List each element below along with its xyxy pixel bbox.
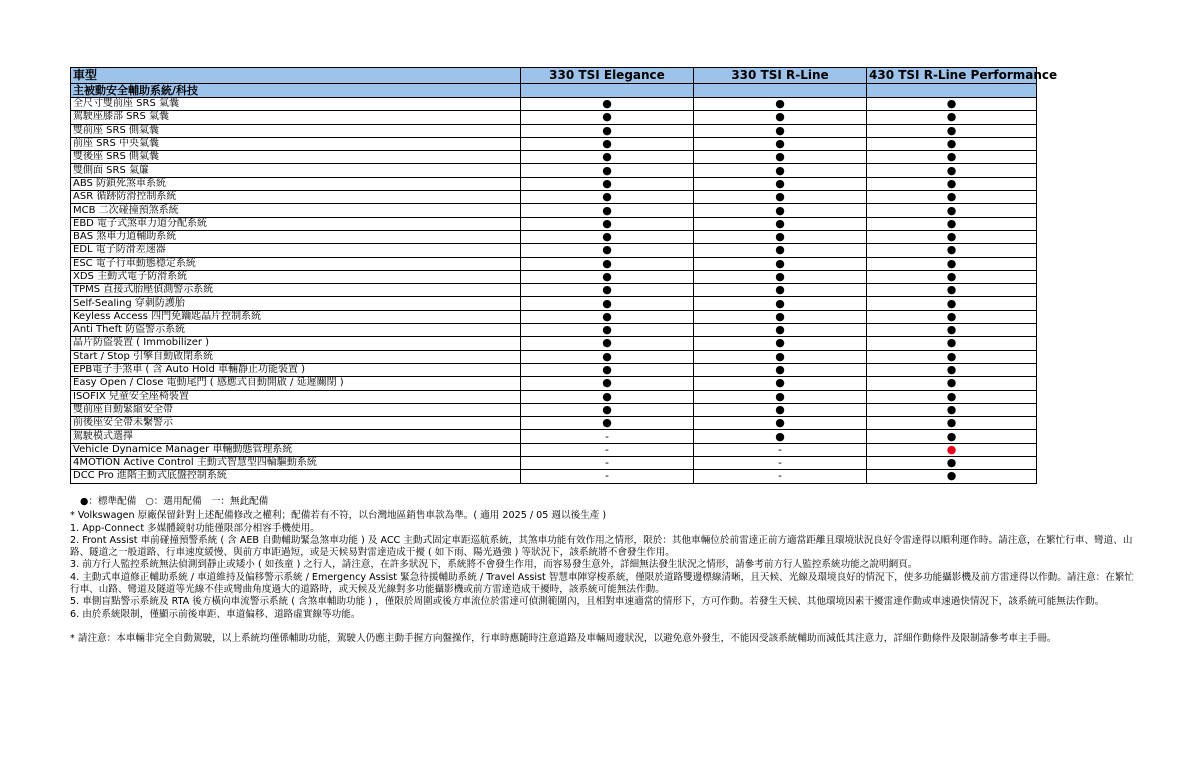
- table-row: [71, 350, 1037, 363]
- feature-value: ●: [867, 98, 1037, 111]
- feature-label: 前座 SRS 中央氣囊: [71, 137, 521, 150]
- feature-value: ●: [521, 98, 694, 111]
- feature-label: ASR 循跡防滑控制系統: [71, 191, 521, 204]
- feature-value: ●: [867, 204, 1037, 217]
- feature-label: Start / Stop 引擎自動啟閉系統: [71, 350, 521, 363]
- note-2: 2. Front Assist 車前碰撞預警系統 ( 含 AEB 自動輔助緊急煞車功能 ) 及 ACC 主動式固定車距巡航系統，其煞車功能有效作用之情形，限於：其他車輛位於前雷達正前方適當距離且環境狀況良好令雷達得以順利運作時。請注意，在繁忙行車、彎道、山路、隧道之一般道路、行車速度緩慢、與前方車距過短，或是天候易對雷達造成干擾 ( 如下雨、陽光過強 ) 等狀況下，該系統將不會發生作用。: [70, 534, 1133, 559]
- table-row: [71, 284, 1037, 297]
- note-5: 5. 車側盲點警示系統及 RTA 後方橫向車流警示系統 ( 含煞車輔助功能 ) ，僅限於周圍或後方車流位於雷達可偵測範圍內，且相對車速適當的情形下，方可作動。若發生天候、其他環境因素干擾雷達作動或車速過快情況下，該系統可能無法作動。: [70, 596, 1105, 608]
- table-row: [71, 111, 1037, 124]
- feature-value: ●: [694, 177, 867, 190]
- feature-value: ●: [694, 350, 867, 363]
- feature-value: ●: [521, 417, 694, 430]
- note-1: 1. App-Connect 多媒體鏡射功能僅限部分相容手機使用。: [70, 522, 320, 534]
- feature-value: ●: [694, 164, 867, 177]
- feature-label: DCC Pro 進階主動式底盤控制系統: [71, 470, 521, 483]
- feature-value: ●: [694, 310, 867, 323]
- feature-value: ●: [694, 417, 867, 430]
- feature-value: ●: [867, 191, 1037, 204]
- feature-value: ●: [521, 137, 694, 150]
- feature-value: ●: [694, 98, 867, 111]
- feature-value: ●: [867, 257, 1037, 270]
- feature-value: ●: [867, 111, 1037, 124]
- feature-value: ●: [694, 363, 867, 376]
- feature-value: ●: [521, 257, 694, 270]
- feature-label: Easy Open / Close 電動尾門 ( 感應式自動開啟 / 延遲關閉 ): [71, 377, 521, 390]
- legend: [80, 496, 1140, 508]
- feature-label: 雙側面 SRS 氣簾: [71, 164, 521, 177]
- feature-label: 駕駛模式選擇: [71, 430, 521, 443]
- legend-optional: ○：選用配備: [145, 496, 202, 507]
- feature-value: ●: [867, 151, 1037, 164]
- feature-value: ●: [521, 217, 694, 230]
- table-row: [71, 270, 1037, 283]
- feature-value: ●: [694, 204, 867, 217]
- feature-value: ●: [867, 417, 1037, 430]
- feature-label: EPB電子手煞車 ( 含 Auto Hold 車輛靜止功能裝置 ): [71, 363, 521, 376]
- feature-value: ●: [867, 177, 1037, 190]
- feature-label: BAS 煞車力道輔助系統: [71, 230, 521, 243]
- feature-value: -: [521, 457, 694, 470]
- trim-header-1: 330 TSI Elegance: [521, 68, 694, 84]
- model-column-header: 車型: [71, 68, 521, 84]
- feature-value: ●: [694, 337, 867, 350]
- feature-value: ●: [521, 390, 694, 403]
- feature-label: ESC 電子行車動態穩定系統: [71, 257, 521, 270]
- table-row: [71, 137, 1037, 150]
- feature-label: Self-Sealing 穿刺防護胎: [71, 297, 521, 310]
- note-6: 6. 由於系統限制，僅顯示前後車距、車道偏移、道路虛實線等功能。: [70, 608, 361, 620]
- feature-value: ●: [521, 151, 694, 164]
- feature-value: ●: [694, 191, 867, 204]
- feature-value: ●: [521, 270, 694, 283]
- table-row: [71, 403, 1037, 416]
- feature-label: Keyless Access 四門免鑰匙晶片控制系統: [71, 310, 521, 323]
- feature-value: ●: [867, 390, 1037, 403]
- feature-value: ●: [867, 284, 1037, 297]
- feature-value: ●: [694, 111, 867, 124]
- feature-value: ●: [694, 217, 867, 230]
- table-row: [71, 377, 1037, 390]
- table-row: [71, 390, 1037, 403]
- table-row: [71, 430, 1037, 443]
- feature-value: ●: [867, 217, 1037, 230]
- note-warning: * 請注意：本車輛非完全自動駕駛，以上系統均僅係輔助功能，駕駛人仍應主動手握方向盤操作，行車時應隨時注意道路及車輛周邊狀況，以避免意外發生，不能因受該系統輔助而減低其注意力，詳細作動條件及限制請參考車主手冊。: [70, 632, 1057, 644]
- feature-value: ●: [867, 377, 1037, 390]
- feature-value: ●: [867, 244, 1037, 257]
- feature-label: 前後座安全帶未繫警示: [71, 417, 521, 430]
- feature-value: ●: [867, 350, 1037, 363]
- feature-value: ●: [521, 284, 694, 297]
- note-3: 3. 前方行人監控系統無法偵測到靜止或矮小 ( 如孩童 ) 之行人，請注意，在許多狀況下，系統將不會發生作用，而容易發生意外，詳細無法發生狀況之情形，請參考前方行人監控系統功能之說明網頁。: [70, 559, 918, 571]
- feature-value: -: [521, 430, 694, 443]
- section-row: [71, 84, 1037, 98]
- feature-value: ●: [694, 137, 867, 150]
- feature-value: ●: [694, 284, 867, 297]
- table-row: [71, 177, 1037, 190]
- feature-value: -: [694, 443, 867, 456]
- table-row: [71, 470, 1037, 483]
- feature-value: ●: [867, 124, 1037, 137]
- note-disclaimer: * Volkswagen 原廠保留針對上述配備修改之權利；配備若有不符，以台灣地區銷售車款為準。( 適用 2025 / 05 週以後生產 ): [70, 510, 607, 522]
- feature-value: ●: [867, 363, 1037, 376]
- table-row: [71, 244, 1037, 257]
- feature-value: ●: [694, 244, 867, 257]
- feature-value: -: [521, 443, 694, 456]
- feature-value: ●: [694, 430, 867, 443]
- feature-value: ●: [521, 310, 694, 323]
- feature-value: ●: [694, 257, 867, 270]
- feature-label: EDL 電子防滑差速器: [71, 244, 521, 257]
- feature-value: ●: [694, 390, 867, 403]
- table-row: [71, 124, 1037, 137]
- table-row: [71, 324, 1037, 337]
- feature-value: ●: [867, 430, 1037, 443]
- table-row: [71, 151, 1037, 164]
- feature-value: -: [521, 470, 694, 483]
- feature-label: Vehicle Dynamice Manager 車輛動態管理系統: [71, 443, 521, 456]
- feature-value: ●: [867, 337, 1037, 350]
- feature-value: ●: [867, 443, 1037, 456]
- feature-label: 4MOTION Active Control 主動式智慧型四輪驅動系統: [71, 457, 521, 470]
- feature-label: 雙前座 SRS 側氣囊: [71, 124, 521, 137]
- feature-value: ●: [867, 457, 1037, 470]
- feature-value: -: [694, 457, 867, 470]
- feature-value: ●: [521, 403, 694, 416]
- feature-label: 晶片防盜裝置 ( Immobilizer ): [71, 337, 521, 350]
- table-row: [71, 457, 1037, 470]
- feature-value: ●: [694, 403, 867, 416]
- feature-value: ●: [867, 164, 1037, 177]
- feature-value: ●: [694, 270, 867, 283]
- feature-value: ●: [694, 230, 867, 243]
- table-row: [71, 191, 1037, 204]
- feature-value: ●: [694, 324, 867, 337]
- table-row: [71, 204, 1037, 217]
- feature-label: MCB 二次碰撞預煞系統: [71, 204, 521, 217]
- table-row: [71, 337, 1037, 350]
- legend-standard: ●：標準配備: [80, 496, 137, 507]
- feature-label: Anti Theft 防盜警示系統: [71, 324, 521, 337]
- table-row: [71, 98, 1037, 111]
- feature-value: ●: [867, 470, 1037, 483]
- feature-value: ●: [521, 244, 694, 257]
- feature-value: ●: [867, 270, 1037, 283]
- table-row: [71, 363, 1037, 376]
- feature-label: 駕駛座膝部 SRS 氣囊: [71, 111, 521, 124]
- notes-block: [70, 496, 1140, 645]
- feature-label: XDS 主動式電子防滑系統: [71, 270, 521, 283]
- feature-value: ●: [694, 124, 867, 137]
- feature-value: ●: [694, 377, 867, 390]
- table-row: [71, 257, 1037, 270]
- trim-header-3: 430 TSI R-Line Performance: [867, 68, 1037, 84]
- feature-value: ●: [521, 124, 694, 137]
- feature-value: ●: [521, 377, 694, 390]
- feature-value: ●: [521, 111, 694, 124]
- trim-header-2: 330 TSI R-Line: [694, 68, 867, 84]
- feature-value: ●: [521, 324, 694, 337]
- feature-value: ●: [521, 297, 694, 310]
- feature-value: -: [694, 470, 867, 483]
- table-row: [71, 417, 1037, 430]
- feature-value: ●: [521, 363, 694, 376]
- table-row: [71, 443, 1037, 456]
- feature-label: TPMS 直接式胎壓偵測警示系統: [71, 284, 521, 297]
- feature-value: ●: [694, 297, 867, 310]
- feature-value: ●: [521, 164, 694, 177]
- feature-value: ●: [867, 230, 1037, 243]
- feature-value: ●: [521, 177, 694, 190]
- feature-value: ●: [867, 403, 1037, 416]
- table-row: [71, 230, 1037, 243]
- feature-value: ●: [521, 230, 694, 243]
- feature-value: ●: [521, 204, 694, 217]
- feature-value: ●: [867, 137, 1037, 150]
- section-title: 主被動安全輔助系統/科技: [71, 84, 521, 98]
- feature-value: ●: [867, 324, 1037, 337]
- feature-label: ABS 防鎖死煞車系統: [71, 177, 521, 190]
- table-row: [71, 164, 1037, 177]
- table-row: [71, 297, 1037, 310]
- feature-value: ●: [521, 337, 694, 350]
- table-row: [71, 310, 1037, 323]
- feature-label: ISOFIX 兒童安全座椅裝置: [71, 390, 521, 403]
- note-4: 4. 主動式車道修正輔助系統 / 車道維持及偏移警示系統 / Emergency Assist 緊急待援輔助系統 / Travel Assist 智慧車陣穿梭系統，僅限於道路雙邊標線清晰，且天候、光線及環境良好的情況下，使多功能攝影機及前方雷達得以作動。請注意：在繁忙行車、山路、彎道及隧道等光線不佳或彎曲角度過大的道路時，或天候及光線對多功能攝影機或前方雷達造成干擾時，該系統可能無法作動。: [70, 571, 1135, 596]
- feature-value: ●: [867, 297, 1037, 310]
- feature-value: ●: [521, 191, 694, 204]
- feature-value: ●: [521, 350, 694, 363]
- feature-label: 雙後座 SRS 側氣囊: [71, 151, 521, 164]
- feature-value: ●: [694, 151, 867, 164]
- feature-label: EBD 電子式煞車力道分配系統: [71, 217, 521, 230]
- table-header-row: [71, 68, 1037, 84]
- table-row: [71, 217, 1037, 230]
- feature-label: 全尺寸雙前座 SRS 氣囊: [71, 98, 521, 111]
- spec-table: [70, 67, 1058, 484]
- legend-none: 一：無此配備: [210, 496, 269, 507]
- feature-label: 雙前座自動緊縮安全帶: [71, 403, 521, 416]
- feature-value: ●: [867, 310, 1037, 323]
